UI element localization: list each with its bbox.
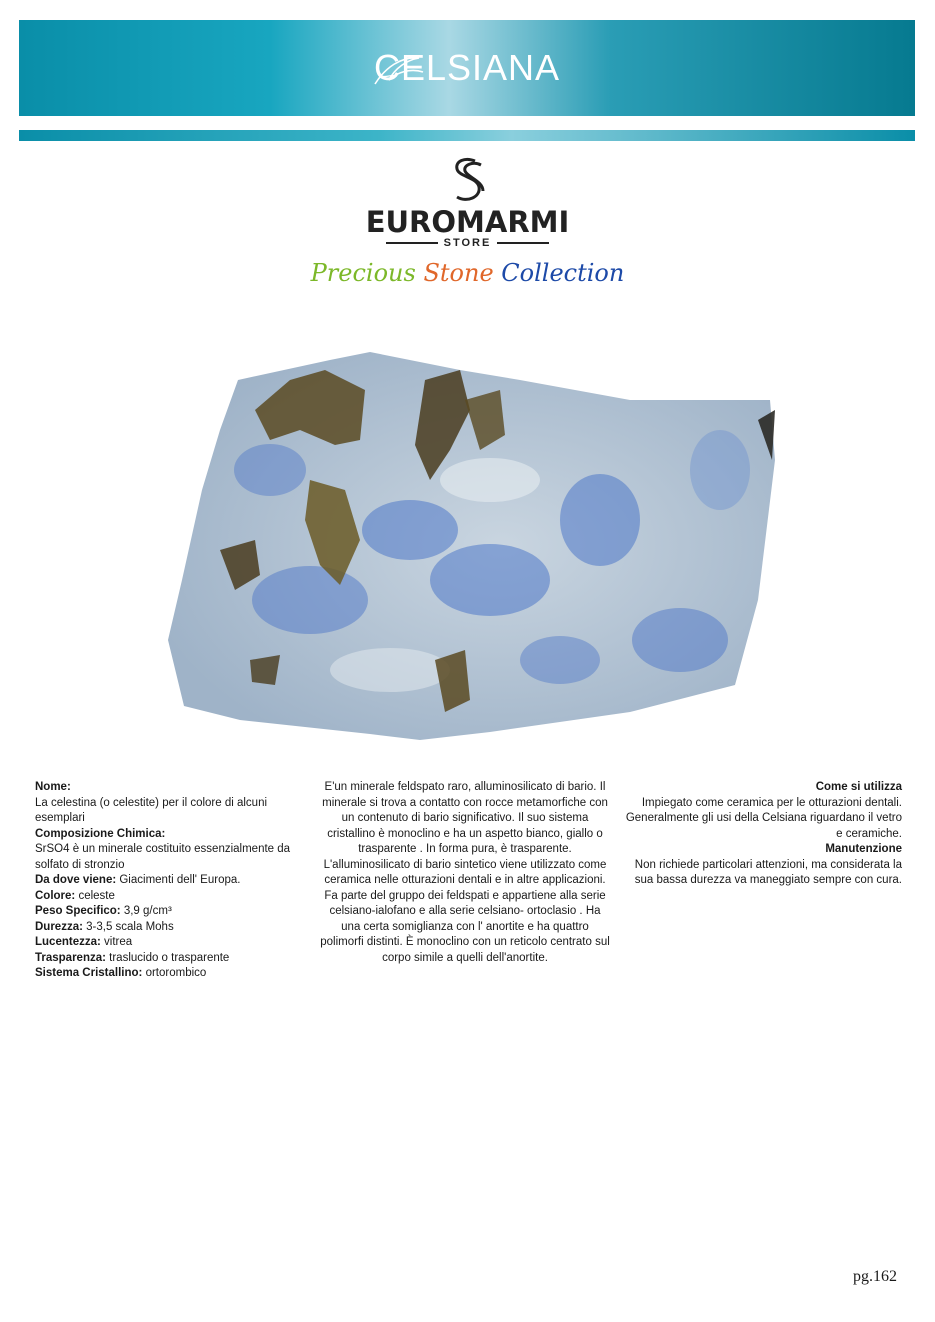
euromarmi-s-logo-icon: [443, 155, 493, 205]
maintenance-text: Non richiede particolari attenzioni, ma considerata la sua bassa durezza va maneggiato sempre con cura.: [634, 858, 902, 886]
brand-name: EUROMARMI: [365, 205, 570, 239]
brand-logo: [0, 155, 935, 287]
spec-composition-value: SrSO4 è un minerale costituito essenzialmente da solfato di stronzio: [35, 843, 291, 871]
divider-line: [497, 242, 549, 244]
divider-line: [386, 242, 438, 244]
spec-color: Colore: celeste: [35, 889, 115, 902]
spec-luster: Lucentezza: vitrea: [35, 936, 133, 948]
store-label: STORE: [443, 237, 492, 249]
collection-word-precious: Precious: [310, 259, 416, 287]
maintenance-heading: Manutenzione: [825, 843, 902, 855]
spec-origin: Da dove viene: Giacimenti dell' Europa.: [35, 874, 241, 886]
usage-column: [622, 780, 902, 889]
header-divider: [19, 130, 915, 141]
description-column: E'un minerale feldspato raro, alluminosilicato di bario. Il minerale si trova a contatto con rocce metamorfiche con un contenuto di bario significativo. Il suo sistema cristallino è monoclino e ha un aspetto bianco, giallo o trasparente . In forma pura, è trasparente. L'alluminosilicato di bario sintetico viene utilizzato come ceramica nelle otturazioni dentali e in altre applicazioni. Fa parte del gruppo dei feldspati e appartiene alla serie celsiano-ialofano e alla serie celsiano- ortoclasio . Ha una certa somiglianza con l' anortite e ha quattro polimorfi distinti. È monoclino con un reticolo centrato sul corpo simile a quelli dell'anortite.: [320, 781, 610, 964]
collection-word-stone: Stone: [423, 259, 494, 287]
spec-name-value: La celestina (o celestite) per il colore di alcuni esemplari: [35, 796, 268, 824]
spec-composition: Composizione Chimica:: [35, 827, 166, 840]
celsiana-stone-image: [160, 340, 785, 750]
usage-heading: Come si utilizza: [815, 781, 902, 793]
store-row: [0, 237, 935, 249]
spec-name: Nome:: [35, 781, 71, 793]
flourish-ornament-icon: [371, 50, 431, 90]
usage-text: Impiegato come ceramica per le otturazioni dentali. Generalmente gli usi della Celsiana riguardano il vetro e ceramiche.: [625, 796, 902, 840]
collection-word-collection: Collection: [501, 259, 625, 287]
specs-column: [35, 780, 305, 982]
collection-tagline: [0, 259, 935, 287]
spec-crystal-system: Sistema Cristallino: ortorombico: [35, 967, 207, 979]
spec-hardness: Durezza: 3-3,5 scala Mohs: [35, 920, 174, 933]
spec-transparency: Trasparenza: traslucido o trasparente: [35, 951, 230, 964]
page-title: CELSIANA: [373, 47, 561, 88]
spec-weight: Peso Specifico: 3,9 g/cm³: [35, 905, 172, 917]
page-number: pg.162: [853, 1268, 897, 1285]
title-banner: [19, 20, 915, 116]
